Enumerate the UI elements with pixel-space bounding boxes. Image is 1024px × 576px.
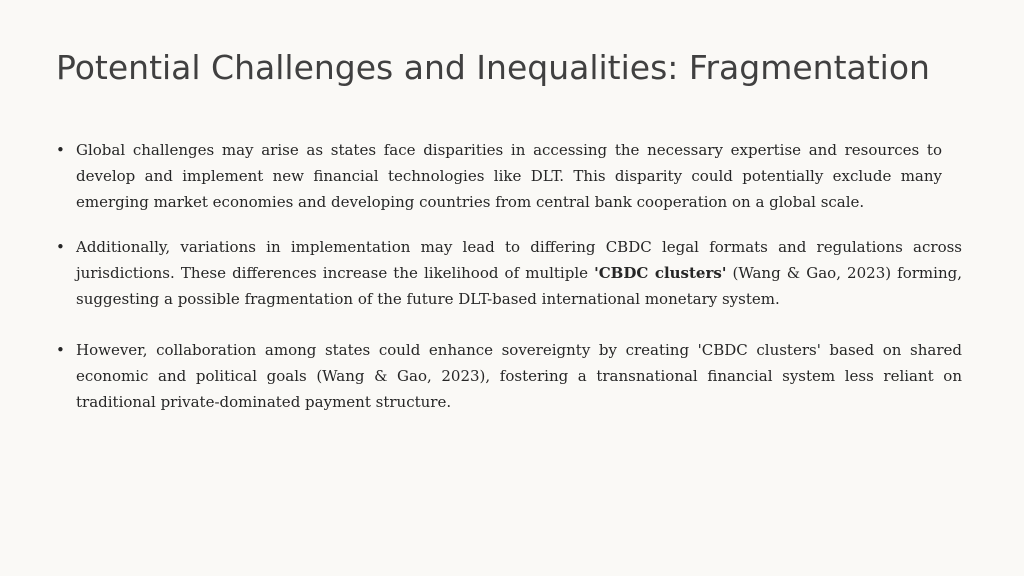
bullet-text-part: Additionally, variations in implementation may lead to differing CBDC legal formats and regulations across jurisdictions. These differences increase the likelihood of multiple xyxy=(76,238,962,282)
bullet-marker: • xyxy=(56,341,65,359)
bullet-item xyxy=(56,337,962,415)
slide-title: Potential Challenges and Inequalities: Fragmentation xyxy=(56,48,930,87)
bullet-item xyxy=(56,137,942,215)
bullet-text-part: (Wang & Gao, 2023) forming, suggesting a possible fragmentation of the future DLT-based international monetary system. xyxy=(76,264,962,308)
bullet-text: Global challenges may arise as states face disparities in accessing the necessary expertise and resources to develop and implement new financial technologies like DLT. This disparity could potentially exclude many emerging market economies and developing countries from central bank cooperation on a global scale. xyxy=(76,141,942,211)
bullet-marker: • xyxy=(56,141,65,159)
bullet-text-bold: 'CBDC clusters' xyxy=(594,264,727,282)
bullet-text xyxy=(76,234,962,312)
bullet-marker: • xyxy=(56,238,65,256)
bullet-item xyxy=(56,234,962,312)
bullet-text: However, collaboration among states could enhance sovereignty by creating 'CBDC clusters' based on shared economic and political goals (Wang & Gao, 2023), fostering a transnational financial system less reliant on traditional private-dominated payment structure. xyxy=(76,341,962,411)
